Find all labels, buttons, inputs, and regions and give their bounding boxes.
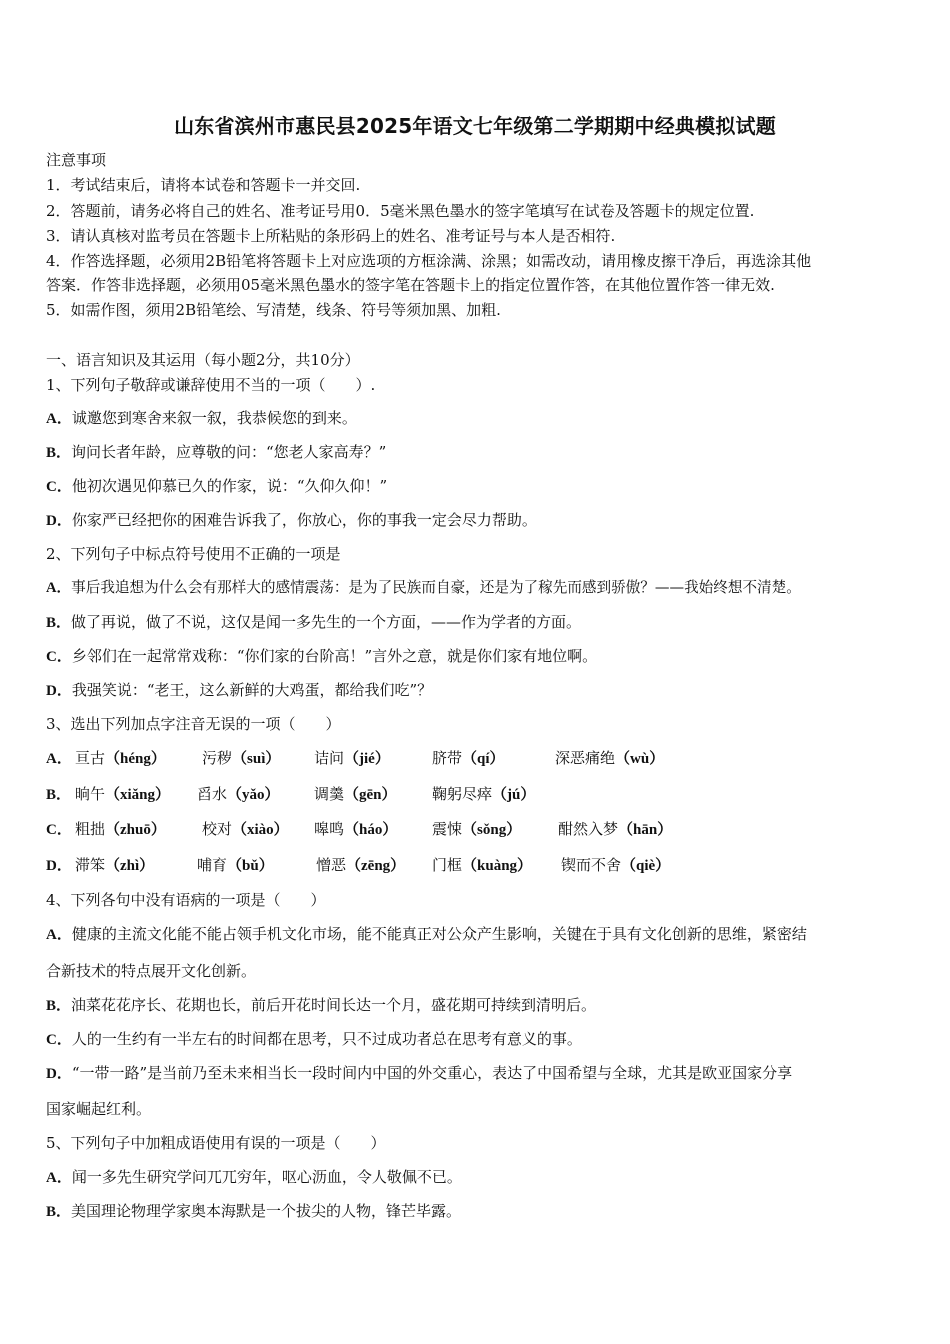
q3-item — [75, 784, 170, 805]
pinyin: （suì） — [232, 751, 281, 767]
option-text: 做了再说，做了不说，这仅是闻一多先生的一个方面，——作为学者的方面。 — [71, 613, 582, 631]
q3-row-b-label — [46, 784, 71, 805]
word: 滞笨 — [75, 856, 106, 874]
option-label: B． — [46, 998, 72, 1014]
pinyin: （yǎo） — [227, 787, 280, 803]
q3-row-d-label — [46, 855, 72, 876]
pinyin: （gēn） — [344, 787, 397, 803]
q3-item — [432, 748, 505, 769]
word: 酣然入梦 — [558, 820, 619, 838]
word: 嗥鸣 — [314, 820, 345, 838]
notice-item: 答案．作答非选择题，必须用05毫米黑色墨水的签字笔在答题卡上的指定位置作答，在其他位置作答一律无效. — [46, 276, 775, 294]
pinyin: （hān） — [618, 822, 673, 838]
q3-item — [75, 748, 166, 769]
question-5-stem: 5、下列句子中加粗成语使用有误的一项是（ ） — [46, 1134, 386, 1152]
word: 深恶痛绝 — [555, 749, 616, 767]
option-label: A． — [46, 1170, 72, 1186]
word: 调羹 — [314, 785, 345, 803]
option-text: 合新技术的特点展开文化创新。 — [46, 962, 257, 980]
section-heading: 一、语言知识及其运用（每小题2分，共10分） — [46, 351, 360, 369]
q1-option-d — [46, 510, 537, 531]
q3-item — [75, 855, 154, 876]
option-text: 人的一生约有一半左右的时间都在思考，只不过成功者总在思考有意义的事。 — [71, 1030, 582, 1048]
option-label: D． — [46, 513, 72, 529]
word: 哺育 — [197, 856, 228, 874]
word: 舀水 — [197, 785, 228, 803]
option-label: A． — [46, 411, 72, 427]
question-3-stem: 3、选出下列加点字注音无误的一项（ ） — [46, 715, 341, 733]
word: 锲而不舍 — [561, 856, 622, 874]
pinyin: （zēng） — [346, 858, 406, 874]
pinyin: （xiǎng） — [105, 787, 171, 803]
pinyin: （qí） — [462, 751, 505, 767]
q1-option-a — [46, 408, 357, 429]
q3-item — [314, 819, 397, 840]
word: 校对 — [202, 820, 233, 838]
option-text: 乡邻们在一起常常戏称：“你们家的台阶高！”言外之意，就是你们家有地位啊。 — [71, 647, 598, 665]
notice-item: 4．作答选择题，必须用2B铅笔将答题卡上对应选项的方框涂满、涂黑；如需改动，请用橡皮擦干净后，再选涂其他 — [46, 252, 812, 270]
q4-option-c — [46, 1029, 582, 1050]
notice-item: 3．请认真核对监考员在答题卡上所粘贴的条形码上的姓名、准考证号与本人是否相符. — [46, 227, 616, 245]
word: 亘古 — [75, 749, 106, 767]
pinyin: （héng） — [105, 751, 166, 767]
q3-item — [316, 855, 405, 876]
word: 晌午 — [75, 785, 106, 803]
pinyin: （xiào） — [232, 822, 289, 838]
option-label: C． — [46, 822, 72, 838]
option-label: B． — [46, 1204, 72, 1220]
option-label: C． — [46, 649, 72, 665]
q3-item — [555, 748, 664, 769]
q3-row-c-label — [46, 819, 72, 840]
option-text: 国家崛起红利。 — [46, 1100, 152, 1118]
pinyin: （bǔ） — [227, 858, 274, 874]
option-label: D． — [46, 858, 72, 874]
page-title: 山东省滨州市惠民县2025年语文七年级第二学期期中经典模拟试题 — [174, 114, 776, 138]
word: 震悚 — [432, 820, 463, 838]
question-1-stem: 1、下列句子敬辞或谦辞使用不当的一项（ ）. — [46, 376, 376, 394]
pinyin: （zhì） — [105, 858, 155, 874]
option-label: D． — [46, 683, 72, 699]
option-text: 我强笑说：“老王，这么新鲜的大鸡蛋，都给我们吃”？ — [71, 681, 433, 699]
q3-item — [197, 784, 280, 805]
pinyin: （háo） — [344, 822, 398, 838]
q3-item — [314, 748, 390, 769]
option-text: 油菜花花序长、花期也长，前后开花时间长达一个月，盛花期可持续到清明后。 — [71, 996, 597, 1014]
notice-heading: 注意事项 — [46, 151, 107, 169]
option-label: C． — [46, 479, 72, 495]
pinyin: （sǒng） — [462, 822, 522, 838]
q3-item — [75, 819, 166, 840]
q4-option-a — [46, 924, 807, 945]
option-text: 事后我追想为什么会有那样大的感情震荡：是为了民族而自豪，还是为了稼先而感到骄傲？——我始终想不清楚。 — [71, 579, 801, 596]
option-text: “一带一路”是当前乃至未来相当长一段时间内中国的外交重心，表达了中国希望与全球，尤其是欧亚国家分享 — [71, 1064, 793, 1082]
word: 门框 — [432, 856, 463, 874]
word: 诘问 — [314, 749, 345, 767]
pinyin: （jié） — [344, 751, 390, 767]
q3-item — [432, 819, 521, 840]
question-2-stem: 2、下列句子中标点符号使用不正确的一项是 — [46, 545, 341, 563]
option-text: 你家严已经把你的困难告诉我了，你放心，你的事我一定会尽力帮助。 — [71, 511, 537, 529]
q5-option-b — [46, 1201, 461, 1222]
option-label: A． — [46, 927, 72, 943]
pinyin: （qiè） — [621, 858, 671, 874]
option-text: 健康的主流文化能不能占领手机文化市场，能不能真正对公众产生影响，关键在于具有文化创新的思维，紧密结 — [71, 925, 807, 943]
q3-row-a-label — [46, 748, 72, 769]
q3-item — [561, 855, 670, 876]
option-label: A． — [46, 751, 72, 767]
word: 憎恶 — [316, 856, 347, 874]
option-text: 美国理论物理学家奥本海默是一个拔尖的人物，锋芒毕露。 — [71, 1202, 462, 1220]
word: 脐带 — [432, 749, 463, 767]
word: 鞠躬尽瘁 — [432, 785, 493, 803]
pinyin: （wù） — [615, 751, 665, 767]
q3-item — [314, 784, 397, 805]
q2-option-a — [46, 578, 801, 598]
question-4-stem: 4、下列各句中没有语病的一项是（ ） — [46, 891, 326, 909]
notice-item: 2．答题前，请务必将自己的姓名、准考证号用0．5毫米黑色墨水的签字笔填写在试卷及答题卡的规定位置. — [46, 202, 755, 220]
q3-item — [558, 819, 672, 840]
q3-item — [202, 819, 289, 840]
option-label: B． — [46, 615, 72, 631]
option-label: C． — [46, 1032, 72, 1048]
word: 污秽 — [202, 749, 233, 767]
q3-item — [432, 855, 532, 876]
option-label: D． — [46, 1066, 72, 1082]
option-label: B． — [46, 787, 72, 803]
q3-item — [432, 784, 535, 805]
q4-option-d — [46, 1063, 792, 1084]
q5-option-a — [46, 1167, 462, 1188]
option-label: B． — [46, 445, 72, 461]
q1-option-c — [46, 476, 387, 497]
option-label: A． — [46, 580, 72, 596]
notice-item: 1．考试结束后，请将本试卷和答题卡一并交回. — [46, 176, 361, 194]
q2-option-d — [46, 680, 432, 701]
q2-option-b — [46, 612, 581, 633]
option-text: 他初次遇见仰慕已久的作家，说：“久仰久仰！” — [71, 477, 388, 495]
q4-option-b — [46, 995, 596, 1016]
q3-item — [197, 855, 274, 876]
q1-option-b — [46, 442, 386, 463]
option-text: 询问长者年龄，应尊敬的问：“您老人家高寿？” — [71, 443, 387, 461]
q4-option-a-cont — [46, 961, 256, 981]
q3-item — [202, 748, 280, 769]
pinyin: （kuàng） — [462, 858, 533, 874]
notice-item: 5．如需作图，须用2B铅笔绘、写清楚，线条、符号等须加黑、加粗. — [46, 301, 501, 319]
option-text: 闻一多先生研究学问兀兀穷年，呕心沥血，令人敬佩不已。 — [71, 1168, 462, 1186]
q2-option-c — [46, 646, 597, 667]
pinyin: （zhuō） — [105, 822, 166, 838]
option-text: 诚邀您到寒舍来叙一叙，我恭候您的到来。 — [71, 409, 357, 427]
q4-option-d-cont — [46, 1099, 151, 1119]
pinyin: （jú） — [492, 787, 536, 803]
word: 粗拙 — [75, 820, 106, 838]
